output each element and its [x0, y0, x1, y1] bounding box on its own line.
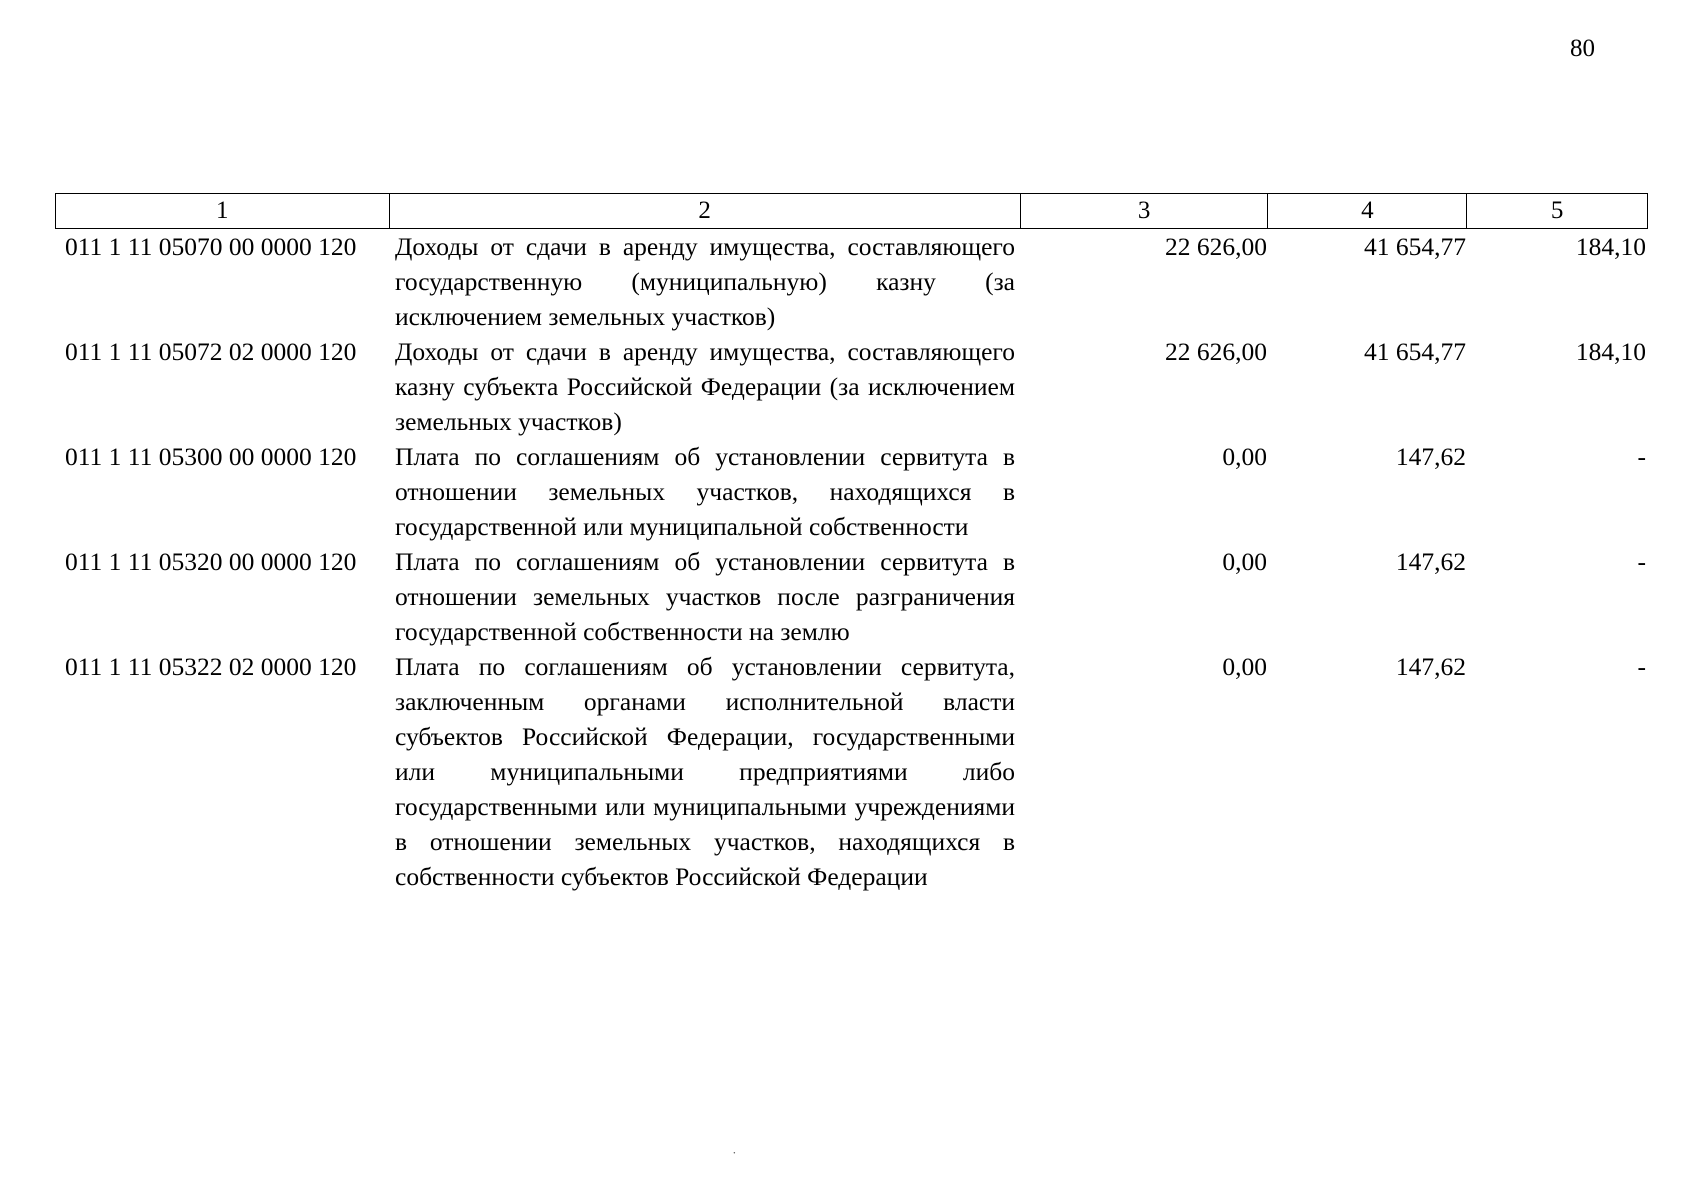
revenue-name: Плата по соглашениям об установлении сервитута в отношении земельных участков, находящихся в государственной или муниципальной собственности [395, 442, 1015, 541]
value-col5: - [1637, 652, 1646, 681]
table-row [55, 439, 1648, 544]
revenue-table [55, 193, 1648, 894]
table-row [55, 334, 1648, 439]
header-cell-1: 1 [56, 194, 390, 228]
header-cell-3: 3 [1021, 194, 1269, 228]
table-row [55, 544, 1648, 649]
value-col3: 0,00 [1222, 547, 1267, 576]
budget-code: 011 1 11 05320 00 0000 120 [65, 547, 357, 576]
value-col5: - [1637, 547, 1646, 576]
value-col3: 0,00 [1222, 442, 1267, 471]
revenue-name: Доходы от сдачи в аренду имущества, составляющего государственную (муниципальную) казну (за исключением земельных участков) [395, 232, 1015, 331]
budget-code: 011 1 11 05070 00 0000 120 [65, 232, 357, 261]
page-number: 80 [1570, 35, 1595, 62]
scan-mark: ˙ [732, 1150, 737, 1165]
budget-code: 011 1 11 05300 00 0000 120 [65, 442, 357, 471]
revenue-name: Доходы от сдачи в аренду имущества, составляющего казну субъекта Российской Федерации (за исключением земельных участков) [395, 337, 1015, 436]
value-col3: 22 626,00 [1165, 232, 1267, 261]
header-cell-2: 2 [390, 194, 1021, 228]
value-col4: 41 654,77 [1364, 337, 1466, 366]
value-col3: 22 626,00 [1165, 337, 1267, 366]
value-col5: 184,10 [1575, 337, 1646, 366]
table-header-row [55, 193, 1648, 229]
value-col4: 41 654,77 [1364, 232, 1466, 261]
value-col4: 147,62 [1395, 442, 1466, 471]
value-col3: 0,00 [1222, 652, 1267, 681]
revenue-name: Плата по соглашениям об установлении сервитута, заключенным органами исполнительной власти субъектов Российской Федерации, государственными или муниципальными предприятиями либо государственными или муниципальными учреждениями в отношении земельных участков, находящихся в собственности субъектов Российской Федерации [395, 652, 1015, 891]
budget-code: 011 1 11 05072 02 0000 120 [65, 337, 357, 366]
value-col4: 147,62 [1395, 547, 1466, 576]
value-col5: 184,10 [1575, 232, 1646, 261]
header-cell-4: 4 [1268, 194, 1467, 228]
header-cell-5: 5 [1550, 197, 1564, 224]
value-col4: 147,62 [1395, 652, 1466, 681]
value-col5: - [1637, 442, 1646, 471]
budget-code: 011 1 11 05322 02 0000 120 [65, 652, 357, 681]
table-row [55, 229, 1648, 334]
revenue-name: Плата по соглашениям об установлении сервитута в отношении земельных участков после разграничения государственной собственности на землю [395, 547, 1015, 646]
table-row [55, 649, 1648, 894]
